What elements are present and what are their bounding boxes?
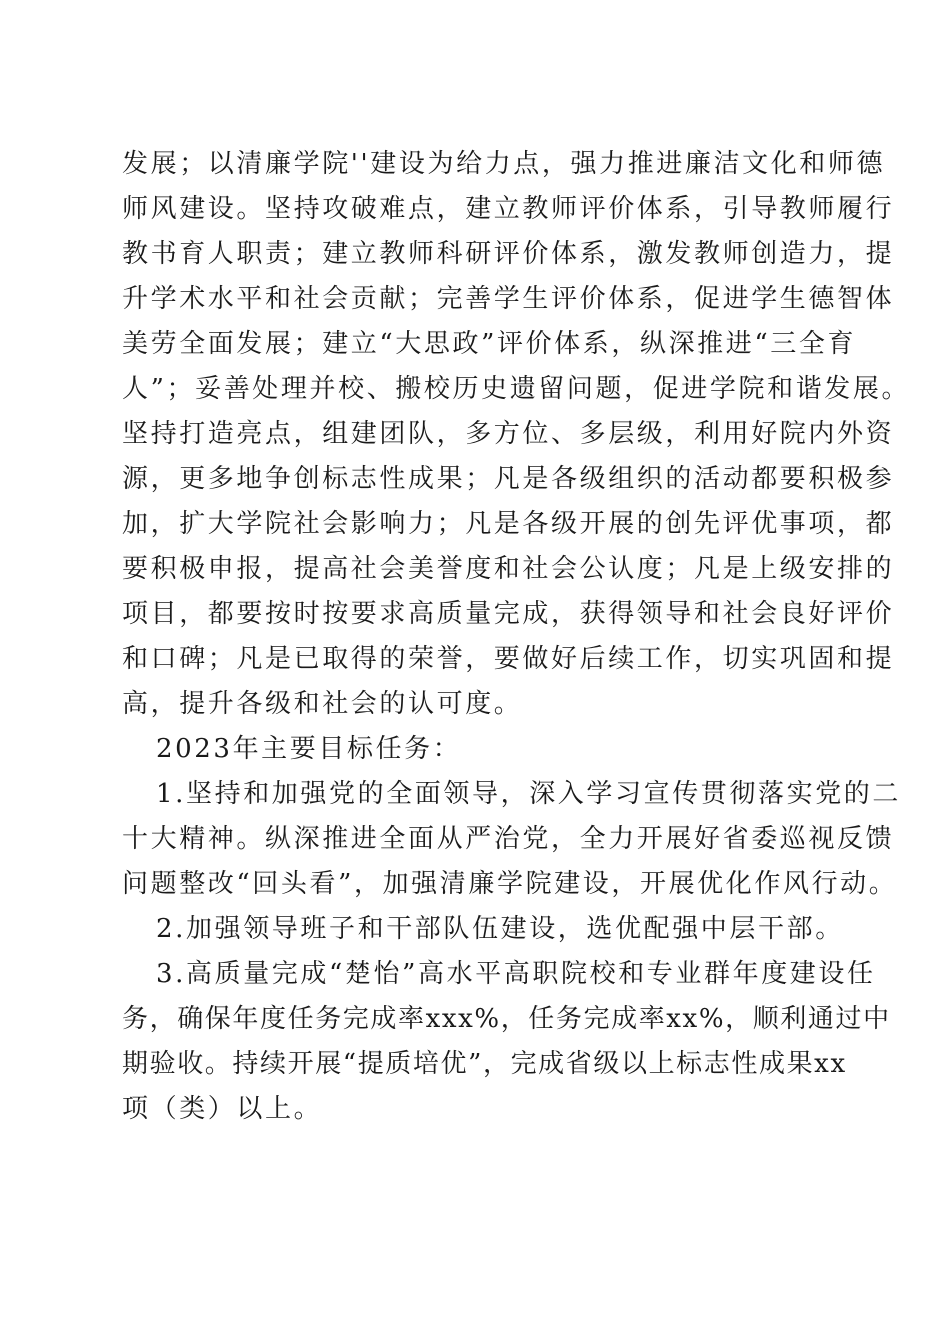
paragraph-line: 加，扩大学院社会影响力；凡是各级开展的创先评优事项，都	[122, 509, 895, 539]
paragraph-line: 和口碑；凡是已取得的荣誉，要做好后续工作，切实巩固和提	[122, 644, 895, 674]
paragraph-line: 坚持打造亮点，组建团队，多方位、多层级，利用好院内外资	[122, 419, 895, 449]
paragraph-line: 教书育人职责；建立教师科研评价体系，激发教师创造力，提	[122, 239, 895, 269]
list-item-1-line: 1.坚持和加强党的全面领导，深入学习宣传贯彻落实党的二	[156, 779, 902, 809]
list-item-3-line: 务，确保年度任务完成率xxx%，任务完成率xx%，顺利通过中	[122, 1004, 891, 1034]
paragraph-line: 美劳全面发展；建立“大思政”评价体系，纵深推进“三全育	[122, 329, 857, 359]
list-item-1-line: 问题整改“回头看”，加强清廉学院建设，开展优化作风行动。	[122, 869, 898, 899]
paragraph-line: 要积极申报，提高社会美誉度和社会公认度；凡是上级安排的	[122, 554, 895, 584]
list-item-3-line: 3.高质量完成“楚怡”高水平高职院校和专业群年度建设任	[156, 959, 876, 989]
section-heading: 2023年主要目标任务：	[156, 734, 462, 764]
list-item-3-line: 期验收。持续开展“提质培优”，完成省级以上标志性成果xx	[122, 1049, 847, 1079]
paragraph-line: 高，提升各级和社会的认可度。	[122, 689, 523, 719]
paragraph-line: 人”；妥善处理并校、搬校历史遗留问题，促进学院和谐发展。	[122, 374, 911, 404]
paragraph-line: 项目，都要按时按要求高质量完成，获得领导和社会良好评价	[122, 599, 895, 629]
paragraph-line: 发展；以清廉学院''建设为给力点，强力推进廉洁文化和师德	[122, 149, 886, 179]
paragraph-line: 源，更多地争创标志性成果；凡是各级组织的活动都要积极参	[122, 464, 895, 494]
paragraph-line: 师风建设。坚持攻破难点，建立教师评价体系，引导教师履行	[122, 194, 895, 224]
list-item-1-line: 十大精神。纵深推进全面从严治党，全力开展好省委巡视反馈	[122, 824, 895, 854]
paragraph-line: 升学术水平和社会贡献；完善学生评价体系，促进学生德智体	[122, 284, 895, 314]
list-item-3-line: 项（类）以上。	[122, 1094, 323, 1124]
list-item-2-line: 2.加强领导班子和干部队伍建设，选优配强中层干部。	[156, 914, 844, 944]
